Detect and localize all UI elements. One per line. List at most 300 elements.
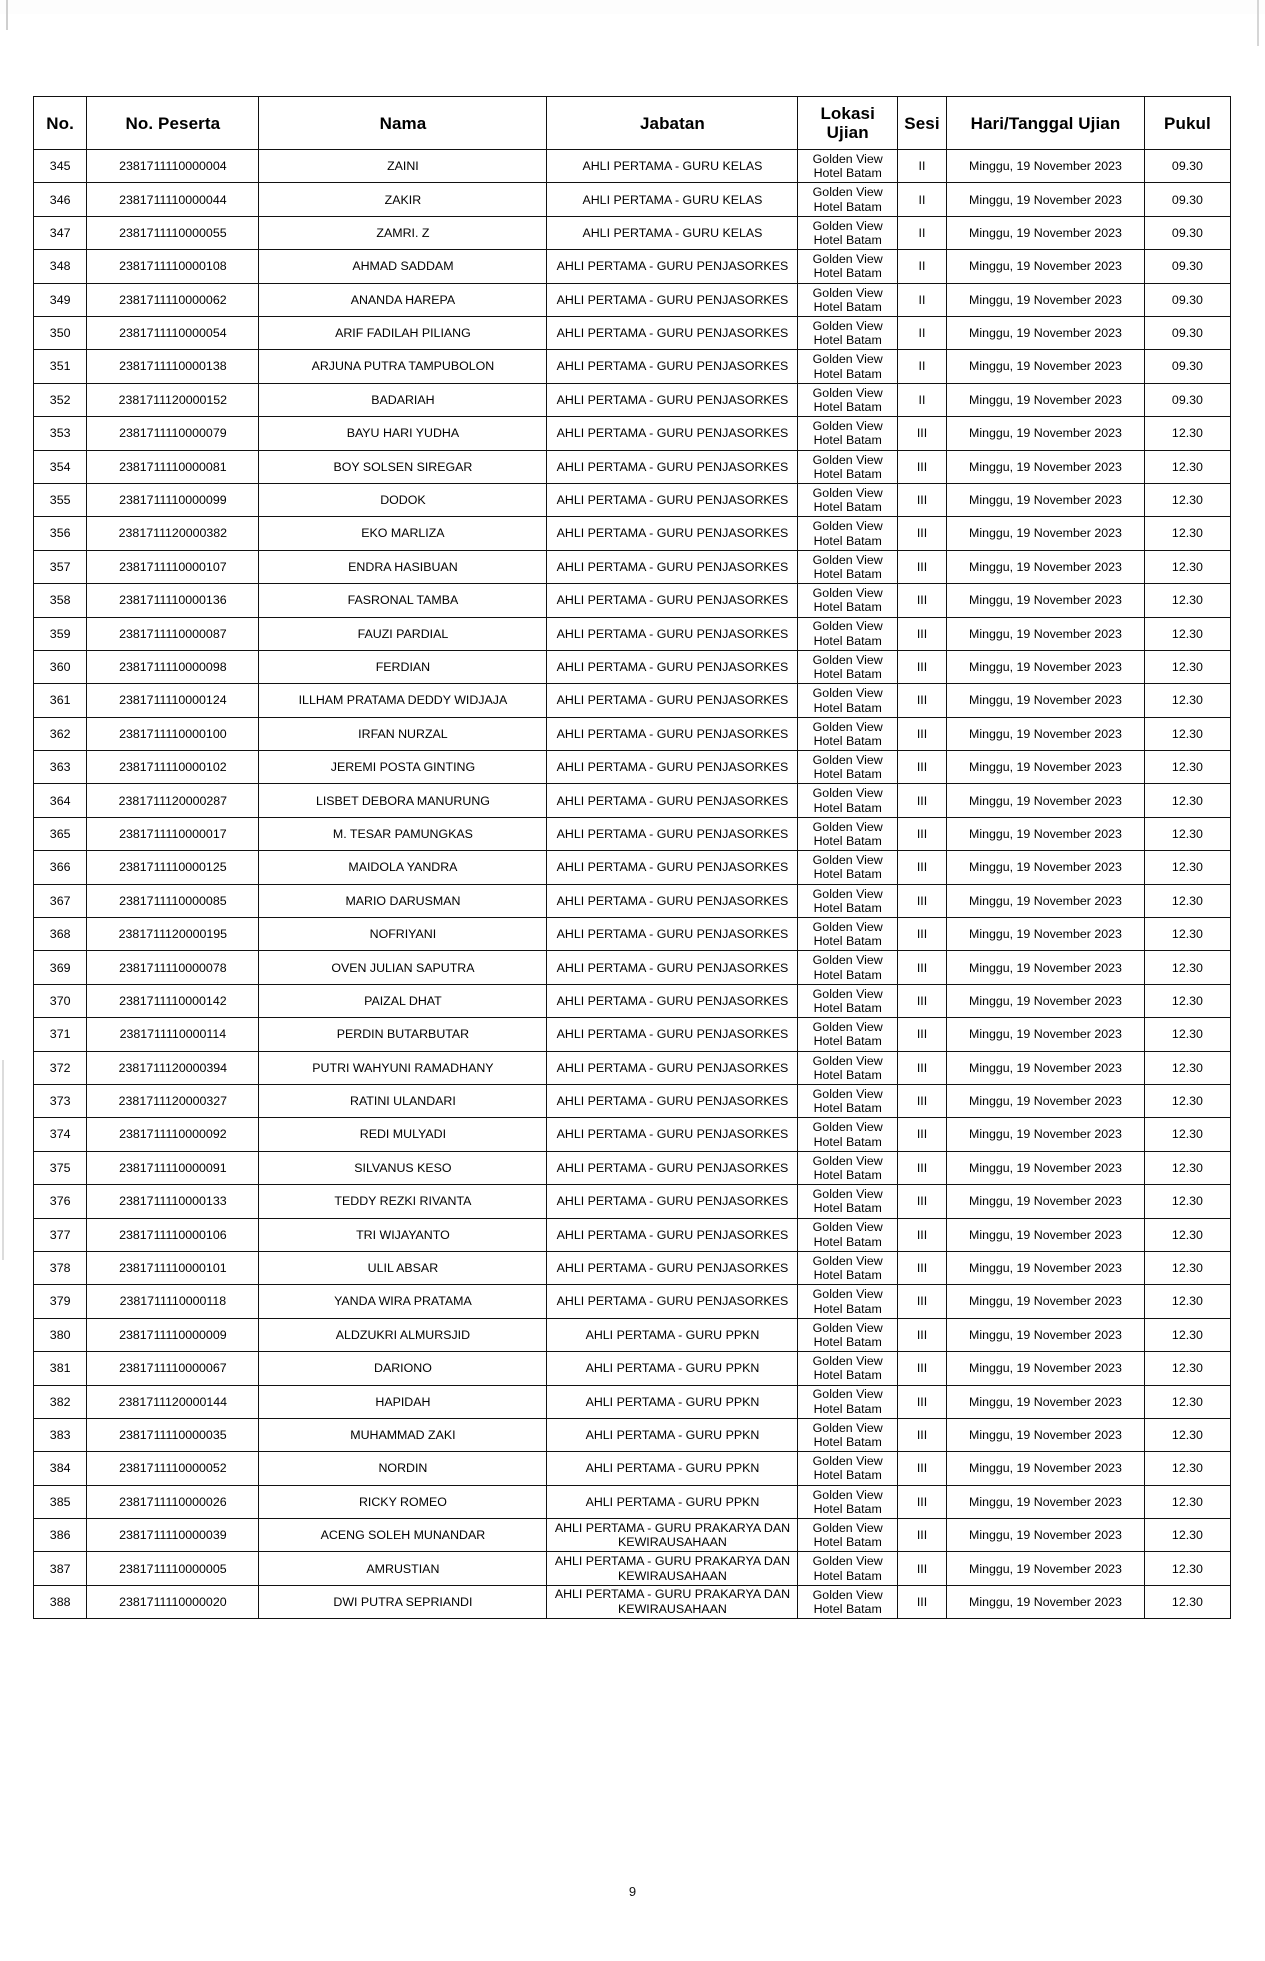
lokasi-line1: Golden View — [812, 619, 883, 634]
lokasi-line1: Golden View — [812, 1253, 883, 1268]
cell-sesi: III — [897, 1452, 946, 1485]
cell-hari-tanggal: Minggu, 19 November 2023 — [947, 350, 1145, 383]
table-row — [34, 150, 1231, 183]
cell-pukul: 12.30 — [1144, 884, 1230, 917]
cell-pukul: 12.30 — [1144, 1552, 1230, 1585]
cell-hari-tanggal: Minggu, 19 November 2023 — [947, 283, 1145, 316]
cell-no: 348 — [34, 250, 87, 283]
cell-sesi: III — [897, 1218, 946, 1251]
lokasi-line1: Golden View — [812, 452, 883, 467]
cell-no-peserta: 2381711110000091 — [87, 1151, 259, 1184]
lokasi-line2: Hotel Batam — [813, 600, 882, 615]
column-header-hari-tanggal-ujian: Hari/Tanggal Ujian — [947, 97, 1145, 150]
cell-hari-tanggal: Minggu, 19 November 2023 — [947, 751, 1145, 784]
cell-no: 363 — [34, 751, 87, 784]
lokasi-line2: Hotel Batam — [813, 500, 882, 515]
cell-jabatan: AHLI PERTAMA - GURU PENJASORKES — [547, 817, 798, 850]
cell-pukul: 12.30 — [1144, 483, 1230, 516]
lokasi-line1: Golden View — [812, 1086, 883, 1101]
cell-jabatan: AHLI PERTAMA - GURU PENJASORKES — [547, 350, 798, 383]
cell-no: 349 — [34, 283, 87, 316]
table-row — [34, 216, 1231, 249]
cell-jabatan: AHLI PERTAMA - GURU PPKN — [547, 1318, 798, 1351]
cell-sesi: III — [897, 1418, 946, 1451]
cell-sesi: III — [897, 1185, 946, 1218]
lokasi-line1: Golden View — [812, 185, 883, 200]
cell-lokasi-ujian — [798, 483, 897, 516]
table-row — [34, 183, 1231, 216]
lokasi-line1: Golden View — [812, 886, 883, 901]
cell-sesi: III — [897, 1018, 946, 1051]
page-number: 9 — [628, 1884, 637, 1899]
cell-jabatan: AHLI PERTAMA - GURU PENJASORKES — [547, 1151, 798, 1184]
cell-pukul: 12.30 — [1144, 784, 1230, 817]
cell-sesi: III — [897, 1085, 946, 1118]
cell-no-peserta: 2381711120000152 — [87, 383, 259, 416]
lokasi-line2: Hotel Batam — [813, 800, 882, 815]
table-row — [34, 1519, 1231, 1552]
cell-nama: RATINI ULANDARI — [259, 1085, 547, 1118]
cell-nama: ZAMRI. Z — [259, 216, 547, 249]
cell-jabatan: AHLI PERTAMA - GURU PPKN — [547, 1452, 798, 1485]
cell-no-peserta: 2381711120000287 — [87, 784, 259, 817]
participant-table-container — [33, 96, 1231, 1619]
cell-pukul: 12.30 — [1144, 1585, 1230, 1618]
table-row — [34, 1485, 1231, 1518]
table-row — [34, 283, 1231, 316]
lokasi-line2: Hotel Batam — [813, 900, 882, 915]
cell-sesi: III — [897, 1352, 946, 1385]
cell-nama: AMRUSTIAN — [259, 1552, 547, 1585]
column-header-lokasi-line1: Lokasi — [820, 104, 875, 123]
cell-hari-tanggal: Minggu, 19 November 2023 — [947, 650, 1145, 683]
cell-no: 353 — [34, 417, 87, 450]
cell-sesi: III — [897, 984, 946, 1017]
cell-nama: AHMAD SADDAM — [259, 250, 547, 283]
cell-no-peserta: 2381711110000017 — [87, 817, 259, 850]
table-row — [34, 383, 1231, 416]
cell-no: 358 — [34, 584, 87, 617]
lokasi-line2: Hotel Batam — [813, 333, 882, 348]
cell-pukul: 12.30 — [1144, 1218, 1230, 1251]
cell-pukul: 12.30 — [1144, 1519, 1230, 1552]
column-header-pukul: Pukul — [1144, 97, 1230, 150]
table-row — [34, 1585, 1231, 1618]
table-row — [34, 1285, 1231, 1318]
lokasi-line2: Hotel Batam — [813, 533, 882, 548]
cell-jabatan: AHLI PERTAMA - GURU PENJASORKES — [547, 984, 798, 1017]
table-row — [34, 717, 1231, 750]
cell-no-peserta: 2381711120000144 — [87, 1385, 259, 1418]
cell-jabatan: AHLI PERTAMA - GURU PENJASORKES — [547, 851, 798, 884]
lokasi-line1: Golden View — [812, 1521, 883, 1535]
lokasi-line2: Hotel Batam — [813, 1535, 882, 1550]
cell-no: 356 — [34, 517, 87, 550]
lokasi-line1: Golden View — [812, 285, 883, 300]
cell-pukul: 12.30 — [1144, 1385, 1230, 1418]
cell-no: 354 — [34, 450, 87, 483]
cell-sesi: III — [897, 483, 946, 516]
cell-jabatan: AHLI PERTAMA - GURU PENJASORKES — [547, 1118, 798, 1151]
cell-lokasi-ujian — [798, 784, 897, 817]
cell-pukul: 12.30 — [1144, 1452, 1230, 1485]
cell-no: 355 — [34, 483, 87, 516]
cell-no-peserta: 2381711110000106 — [87, 1218, 259, 1251]
cell-lokasi-ujian — [798, 650, 897, 683]
lokasi-line1: Golden View — [812, 1387, 883, 1402]
cell-no: 351 — [34, 350, 87, 383]
cell-nama: MAIDOLA YANDRA — [259, 851, 547, 884]
cell-no-peserta: 2381711110000054 — [87, 317, 259, 350]
cell-hari-tanggal: Minggu, 19 November 2023 — [947, 1585, 1145, 1618]
cell-sesi: III — [897, 884, 946, 917]
cell-lokasi-ujian — [798, 1118, 897, 1151]
cell-lokasi-ujian — [798, 283, 897, 316]
column-header-no: No. — [34, 97, 87, 150]
cell-nama: TRI WIJAYANTO — [259, 1218, 547, 1251]
cell-jabatan: AHLI PERTAMA - GURU PPKN — [547, 1352, 798, 1385]
cell-no: 365 — [34, 817, 87, 850]
cell-pukul: 12.30 — [1144, 684, 1230, 717]
cell-no-peserta: 2381711110000099 — [87, 483, 259, 516]
cell-no-peserta: 2381711110000100 — [87, 717, 259, 750]
table-row — [34, 317, 1231, 350]
lokasi-line2: Hotel Batam — [813, 1602, 882, 1617]
cell-nama: FERDIAN — [259, 650, 547, 683]
cell-sesi: II — [897, 283, 946, 316]
cell-jabatan: AHLI PERTAMA - GURU PENJASORKES — [547, 1051, 798, 1084]
cell-nama: NOFRIYANI — [259, 918, 547, 951]
lokasi-line1: Golden View — [812, 552, 883, 567]
cell-jabatan: AHLI PERTAMA - GURU PENJASORKES — [547, 650, 798, 683]
cell-nama: HAPIDAH — [259, 1385, 547, 1418]
lokasi-line1: Golden View — [812, 385, 883, 400]
cell-hari-tanggal: Minggu, 19 November 2023 — [947, 1285, 1145, 1318]
cell-jabatan: AHLI PERTAMA - GURU PPKN — [547, 1418, 798, 1451]
cell-pukul: 12.30 — [1144, 1018, 1230, 1051]
cell-no: 379 — [34, 1285, 87, 1318]
cell-no-peserta: 2381711120000382 — [87, 517, 259, 550]
cell-nama: IRFAN NURZAL — [259, 717, 547, 750]
cell-sesi: III — [897, 650, 946, 683]
cell-lokasi-ujian — [798, 1585, 897, 1618]
cell-pukul: 12.30 — [1144, 1352, 1230, 1385]
cell-pukul: 09.30 — [1144, 183, 1230, 216]
cell-jabatan: AHLI PERTAMA - GURU KELAS — [547, 150, 798, 183]
lokasi-line2: Hotel Batam — [813, 366, 882, 381]
cell-jabatan: AHLI PERTAMA - GURU PENJASORKES — [547, 1085, 798, 1118]
lokasi-line1: Golden View — [812, 352, 883, 367]
lokasi-line1: Golden View — [812, 151, 883, 166]
cell-jabatan: AHLI PERTAMA - GURU PENJASORKES — [547, 1251, 798, 1284]
cell-pukul: 12.30 — [1144, 650, 1230, 683]
cell-pukul: 12.30 — [1144, 817, 1230, 850]
lokasi-line2: Hotel Batam — [813, 166, 882, 181]
cell-sesi: III — [897, 550, 946, 583]
cell-no-peserta: 2381711110000005 — [87, 1552, 259, 1585]
cell-nama: EKO MARLIZA — [259, 517, 547, 550]
cell-no-peserta: 2381711110000133 — [87, 1185, 259, 1218]
cell-sesi: III — [897, 751, 946, 784]
cell-jabatan: AHLI PERTAMA - GURU PENJASORKES — [547, 751, 798, 784]
table-header-row — [34, 97, 1231, 150]
lokasi-line2: Hotel Batam — [813, 834, 882, 849]
cell-no: 381 — [34, 1352, 87, 1385]
cell-lokasi-ujian — [798, 1385, 897, 1418]
cell-no-peserta: 2381711110000078 — [87, 951, 259, 984]
cell-nama: ANANDA HAREPA — [259, 283, 547, 316]
cell-hari-tanggal: Minggu, 19 November 2023 — [947, 717, 1145, 750]
cell-no: 369 — [34, 951, 87, 984]
cell-lokasi-ujian — [798, 717, 897, 750]
lokasi-line1: Golden View — [812, 819, 883, 834]
cell-no-peserta: 2381711110000092 — [87, 1118, 259, 1151]
column-header-sesi: Sesi — [897, 97, 946, 150]
cell-no: 380 — [34, 1318, 87, 1351]
lokasi-line1: Golden View — [812, 485, 883, 500]
cell-lokasi-ujian — [798, 951, 897, 984]
scan-artifact-right — [1257, 0, 1259, 46]
lokasi-line1: Golden View — [812, 919, 883, 934]
lokasi-line2: Hotel Batam — [813, 1101, 882, 1116]
cell-nama: PAIZAL DHAT — [259, 984, 547, 1017]
cell-no-peserta: 2381711110000101 — [87, 1251, 259, 1284]
cell-no: 385 — [34, 1485, 87, 1518]
cell-no-peserta: 2381711110000118 — [87, 1285, 259, 1318]
cell-pukul: 09.30 — [1144, 317, 1230, 350]
table-row — [34, 1452, 1231, 1485]
cell-sesi: II — [897, 383, 946, 416]
lokasi-line2: Hotel Batam — [813, 633, 882, 648]
cell-lokasi-ujian — [798, 1051, 897, 1084]
cell-pukul: 09.30 — [1144, 250, 1230, 283]
lokasi-line2: Hotel Batam — [813, 466, 882, 481]
lokasi-line1: Golden View — [812, 853, 883, 868]
lokasi-line2: Hotel Batam — [813, 399, 882, 414]
cell-lokasi-ujian — [798, 1151, 897, 1184]
cell-lokasi-ujian — [798, 317, 897, 350]
lokasi-line1: Golden View — [812, 419, 883, 434]
lokasi-line1: Golden View — [812, 1053, 883, 1068]
cell-lokasi-ujian — [798, 550, 897, 583]
table-row — [34, 1385, 1231, 1418]
cell-jabatan: AHLI PERTAMA - GURU PENJASORKES — [547, 383, 798, 416]
table-row — [34, 918, 1231, 951]
cell-no: 368 — [34, 918, 87, 951]
lokasi-line1: Golden View — [812, 686, 883, 701]
table-row — [34, 1318, 1231, 1351]
cell-nama: MUHAMMAD ZAKI — [259, 1418, 547, 1451]
table-row — [34, 650, 1231, 683]
cell-jabatan: AHLI PERTAMA - GURU PENJASORKES — [547, 1285, 798, 1318]
cell-no: 366 — [34, 851, 87, 884]
lokasi-line1: Golden View — [812, 753, 883, 768]
lokasi-line2: Hotel Batam — [813, 233, 882, 248]
cell-pukul: 12.30 — [1144, 717, 1230, 750]
table-row — [34, 884, 1231, 917]
cell-no-peserta: 2381711110000026 — [87, 1485, 259, 1518]
lokasi-line2: Hotel Batam — [813, 1501, 882, 1516]
cell-sesi: III — [897, 517, 946, 550]
cell-jabatan: AHLI PERTAMA - GURU PENJASORKES — [547, 450, 798, 483]
cell-lokasi-ujian — [798, 1418, 897, 1451]
table-row — [34, 1118, 1231, 1151]
cell-sesi: III — [897, 1385, 946, 1418]
lokasi-line1: Golden View — [812, 652, 883, 667]
cell-no-peserta: 2381711110000020 — [87, 1585, 259, 1618]
column-header-no-peserta: No. Peserta — [87, 97, 259, 150]
cell-lokasi-ujian — [798, 350, 897, 383]
lokasi-line2: Hotel Batam — [813, 433, 882, 448]
cell-pukul: 12.30 — [1144, 1318, 1230, 1351]
cell-no: 386 — [34, 1519, 87, 1552]
cell-lokasi-ujian — [798, 851, 897, 884]
cell-pukul: 09.30 — [1144, 383, 1230, 416]
lokasi-line1: Golden View — [812, 252, 883, 267]
lokasi-line2: Hotel Batam — [813, 1001, 882, 1016]
table-row — [34, 851, 1231, 884]
cell-nama: OVEN JULIAN SAPUTRA — [259, 951, 547, 984]
lokasi-line2: Hotel Batam — [813, 667, 882, 682]
cell-jabatan: AHLI PERTAMA - GURU PPKN — [547, 1485, 798, 1518]
cell-sesi: III — [897, 1051, 946, 1084]
cell-hari-tanggal: Minggu, 19 November 2023 — [947, 417, 1145, 450]
cell-no: 383 — [34, 1418, 87, 1451]
cell-jabatan: AHLI PERTAMA - GURU KELAS — [547, 216, 798, 249]
cell-no: 357 — [34, 550, 87, 583]
cell-sesi: III — [897, 450, 946, 483]
cell-sesi: III — [897, 817, 946, 850]
cell-lokasi-ujian — [798, 1519, 897, 1552]
cell-hari-tanggal: Minggu, 19 November 2023 — [947, 1318, 1145, 1351]
cell-nama: ALDZUKRI ALMURSJID — [259, 1318, 547, 1351]
cell-lokasi-ujian — [798, 918, 897, 951]
cell-sesi: III — [897, 1519, 946, 1552]
cell-no-peserta: 2381711110000004 — [87, 150, 259, 183]
cell-hari-tanggal: Minggu, 19 November 2023 — [947, 1151, 1145, 1184]
cell-no: 387 — [34, 1552, 87, 1585]
cell-lokasi-ujian — [798, 1018, 897, 1051]
lokasi-line2: Hotel Batam — [813, 199, 882, 214]
cell-jabatan: AHLI PERTAMA - GURU PENJASORKES — [547, 884, 798, 917]
cell-no-peserta: 2381711110000081 — [87, 450, 259, 483]
cell-sesi: II — [897, 150, 946, 183]
scan-artifact-left-lower — [2, 1060, 4, 1260]
cell-lokasi-ujian — [798, 751, 897, 784]
cell-jabatan: AHLI PERTAMA - GURU PENJASORKES — [547, 483, 798, 516]
lokasi-line2: Hotel Batam — [813, 1234, 882, 1249]
cell-nama: ARIF FADILAH PILIANG — [259, 317, 547, 350]
cell-hari-tanggal: Minggu, 19 November 2023 — [947, 1485, 1145, 1518]
cell-jabatan: AHLI PERTAMA - GURU PENJASORKES — [547, 417, 798, 450]
cell-pukul: 12.30 — [1144, 1418, 1230, 1451]
cell-sesi: III — [897, 951, 946, 984]
cell-pukul: 12.30 — [1144, 918, 1230, 951]
lokasi-line2: Hotel Batam — [813, 733, 882, 748]
cell-nama: JEREMI POSTA GINTING — [259, 751, 547, 784]
cell-sesi: III — [897, 851, 946, 884]
cell-no-peserta: 2381711110000039 — [87, 1519, 259, 1552]
cell-hari-tanggal: Minggu, 19 November 2023 — [947, 984, 1145, 1017]
lokasi-line1: Golden View — [812, 1454, 883, 1469]
cell-hari-tanggal: Minggu, 19 November 2023 — [947, 317, 1145, 350]
cell-jabatan: AHLI PERTAMA - GURU PENJASORKES — [547, 317, 798, 350]
cell-lokasi-ujian — [798, 450, 897, 483]
lokasi-line2: Hotel Batam — [813, 299, 882, 314]
cell-jabatan: AHLI PERTAMA - GURU PENJASORKES — [547, 517, 798, 550]
participant-table — [33, 96, 1231, 1619]
cell-no: 370 — [34, 984, 87, 1017]
cell-sesi: III — [897, 1285, 946, 1318]
cell-jabatan: AHLI PERTAMA - GURU PPKN — [547, 1385, 798, 1418]
cell-sesi: III — [897, 617, 946, 650]
cell-no: 382 — [34, 1385, 87, 1418]
cell-no-peserta: 2381711110000098 — [87, 650, 259, 683]
cell-lokasi-ujian — [798, 517, 897, 550]
cell-hari-tanggal: Minggu, 19 November 2023 — [947, 1218, 1145, 1251]
lokasi-line1: Golden View — [812, 318, 883, 333]
cell-no: 376 — [34, 1185, 87, 1218]
lokasi-line2: Hotel Batam — [813, 1368, 882, 1383]
cell-pukul: 09.30 — [1144, 350, 1230, 383]
cell-lokasi-ujian — [798, 1185, 897, 1218]
cell-lokasi-ujian — [798, 1251, 897, 1284]
cell-no-peserta: 2381711110000107 — [87, 550, 259, 583]
cell-lokasi-ujian — [798, 250, 897, 283]
cell-no-peserta: 2381711110000142 — [87, 984, 259, 1017]
cell-no: 352 — [34, 383, 87, 416]
cell-sesi: II — [897, 216, 946, 249]
cell-no-peserta: 2381711110000087 — [87, 617, 259, 650]
cell-no: 374 — [34, 1118, 87, 1151]
cell-jabatan: AHLI PERTAMA - GURU PENJASORKES — [547, 918, 798, 951]
cell-no-peserta: 2381711110000108 — [87, 250, 259, 283]
lokasi-line2: Hotel Batam — [813, 1201, 882, 1216]
cell-pukul: 12.30 — [1144, 984, 1230, 1017]
lokasi-line2: Hotel Batam — [813, 1401, 882, 1416]
table-row — [34, 350, 1231, 383]
table-row — [34, 550, 1231, 583]
cell-lokasi-ujian — [798, 1218, 897, 1251]
lokasi-line1: Golden View — [812, 786, 883, 801]
cell-hari-tanggal: Minggu, 19 November 2023 — [947, 817, 1145, 850]
cell-hari-tanggal: Minggu, 19 November 2023 — [947, 1085, 1145, 1118]
cell-jabatan: AHLI PERTAMA - GURU PENJASORKES — [547, 584, 798, 617]
cell-jabatan: AHLI PERTAMA - GURU PENJASORKES — [547, 550, 798, 583]
cell-pukul: 12.30 — [1144, 1485, 1230, 1518]
cell-sesi: II — [897, 350, 946, 383]
cell-lokasi-ujian — [798, 150, 897, 183]
cell-no: 384 — [34, 1452, 87, 1485]
cell-no-peserta: 2381711110000079 — [87, 417, 259, 450]
table-row — [34, 1218, 1231, 1251]
cell-no: 347 — [34, 216, 87, 249]
cell-sesi: III — [897, 417, 946, 450]
lokasi-line1: Golden View — [812, 1120, 883, 1135]
table-row — [34, 483, 1231, 516]
cell-pukul: 12.30 — [1144, 851, 1230, 884]
lokasi-line1: Golden View — [812, 218, 883, 233]
cell-no-peserta: 2381711110000136 — [87, 584, 259, 617]
cell-no-peserta: 2381711120000195 — [87, 918, 259, 951]
lokasi-line2: Hotel Batam — [813, 1568, 882, 1583]
cell-pukul: 09.30 — [1144, 216, 1230, 249]
cell-hari-tanggal: Minggu, 19 November 2023 — [947, 1251, 1145, 1284]
lokasi-line1: Golden View — [812, 1554, 883, 1569]
cell-jabatan: AHLI PERTAMA - GURU PENJASORKES — [547, 1218, 798, 1251]
cell-hari-tanggal: Minggu, 19 November 2023 — [947, 216, 1145, 249]
cell-jabatan: AHLI PERTAMA - GURU PRAKARYA DAN KEWIRAUSAHAAN — [547, 1519, 798, 1552]
